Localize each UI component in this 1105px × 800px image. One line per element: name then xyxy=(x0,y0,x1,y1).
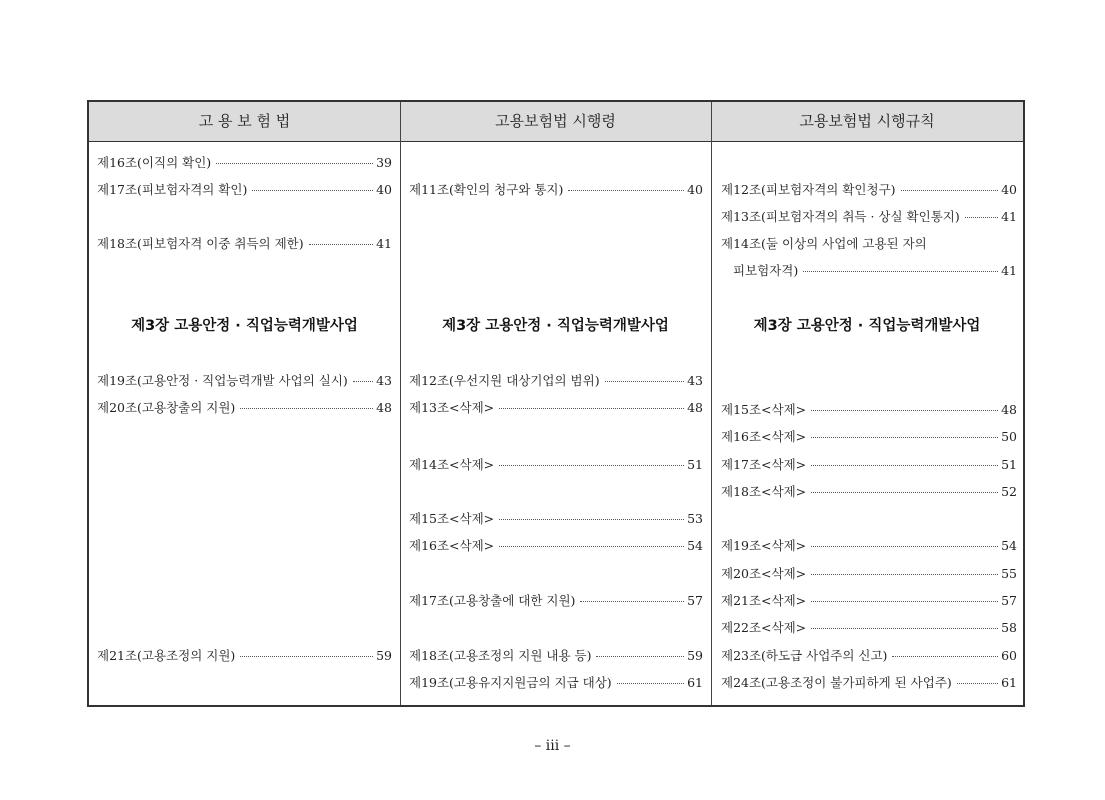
toc-entry: 제17조(고용창출에 대한 지원) 57 xyxy=(409,593,703,608)
toc-entry: 제11조(확인의 청구와 통지) 40 xyxy=(409,182,703,197)
toc-entry: 제20조<삭제> 55 xyxy=(721,566,1017,581)
toc-entry: 제12조(우선지원 대상기업의 범위) 43 xyxy=(409,373,703,388)
header-decree: 고용보험법 시행령 xyxy=(495,112,616,130)
toc-entry: 피보험자격) 41 xyxy=(733,263,1017,278)
chapter-heading: 제3장 고용안정 · 직업능력개발사업 xyxy=(753,318,981,334)
table-header xyxy=(89,102,1023,142)
toc-entry: 제19조(고용안정 · 직업능력개발 사업의 실시) 43 xyxy=(97,373,392,388)
header-act: 고 용 보 험 법 xyxy=(198,112,291,130)
toc-entry: 제13조<삭제> 48 xyxy=(409,400,703,415)
toc-entry: 제18조(피보험자격 이중 취득의 제한) 41 xyxy=(97,236,392,251)
toc-entry: 제14조<삭제> 51 xyxy=(409,457,703,472)
toc-entry: 제20조(고용창출의 지원) 48 xyxy=(97,400,392,415)
toc-entry: 제24조(고용조정이 불가피하게 된 사업주) 61 xyxy=(721,675,1017,690)
toc-entry: 제12조(피보험자격의 확인청구) 40 xyxy=(721,182,1017,197)
toc-table xyxy=(87,100,1025,707)
toc-entry: 제17조(피보험자격의 확인) 40 xyxy=(97,182,392,197)
header-rules: 고용보험법 시행규칙 xyxy=(799,112,935,130)
chapter-heading: 제3장 고용안정 · 직업능력개발사업 xyxy=(131,318,358,334)
toc-entry: 제23조(하도급 사업주의 신고) 60 xyxy=(721,648,1017,663)
toc-entry: 제21조<삭제> 57 xyxy=(721,593,1017,608)
column-divider xyxy=(711,102,712,705)
toc-entry: 제18조(고용조정의 지원 내용 등) 59 xyxy=(409,648,703,663)
toc-entry: 제13조(피보험자격의 취득 · 상실 확인통지) 41 xyxy=(721,209,1017,224)
column-divider xyxy=(400,102,401,705)
toc-entry: 제16조<삭제> 54 xyxy=(409,538,703,553)
toc-entry: 제15조<삭제> 53 xyxy=(409,511,703,526)
toc-entry: 제16조<삭제> 50 xyxy=(721,429,1017,444)
toc-entry: 제19조<삭제> 54 xyxy=(721,538,1017,553)
toc-entry: 제21조(고용조정의 지원) 59 xyxy=(97,648,392,663)
toc-entry: 제16조(이직의 확인) 39 xyxy=(97,155,392,170)
toc-entry-line: 제14조(둘 이상의 사업에 고용된 자의 xyxy=(721,236,927,251)
toc-entry: 제17조<삭제> 51 xyxy=(721,457,1017,472)
toc-entry: 제18조<삭제> 52 xyxy=(721,484,1017,499)
chapter-heading: 제3장 고용안정 · 직업능력개발사업 xyxy=(442,318,669,334)
page-number: – iii – xyxy=(534,738,571,754)
toc-entry: 제22조<삭제> 58 xyxy=(721,620,1017,635)
toc-entry: 제15조<삭제> 48 xyxy=(721,402,1017,417)
toc-entry: 제19조(고용유지지원금의 지급 대상) 61 xyxy=(409,675,703,690)
